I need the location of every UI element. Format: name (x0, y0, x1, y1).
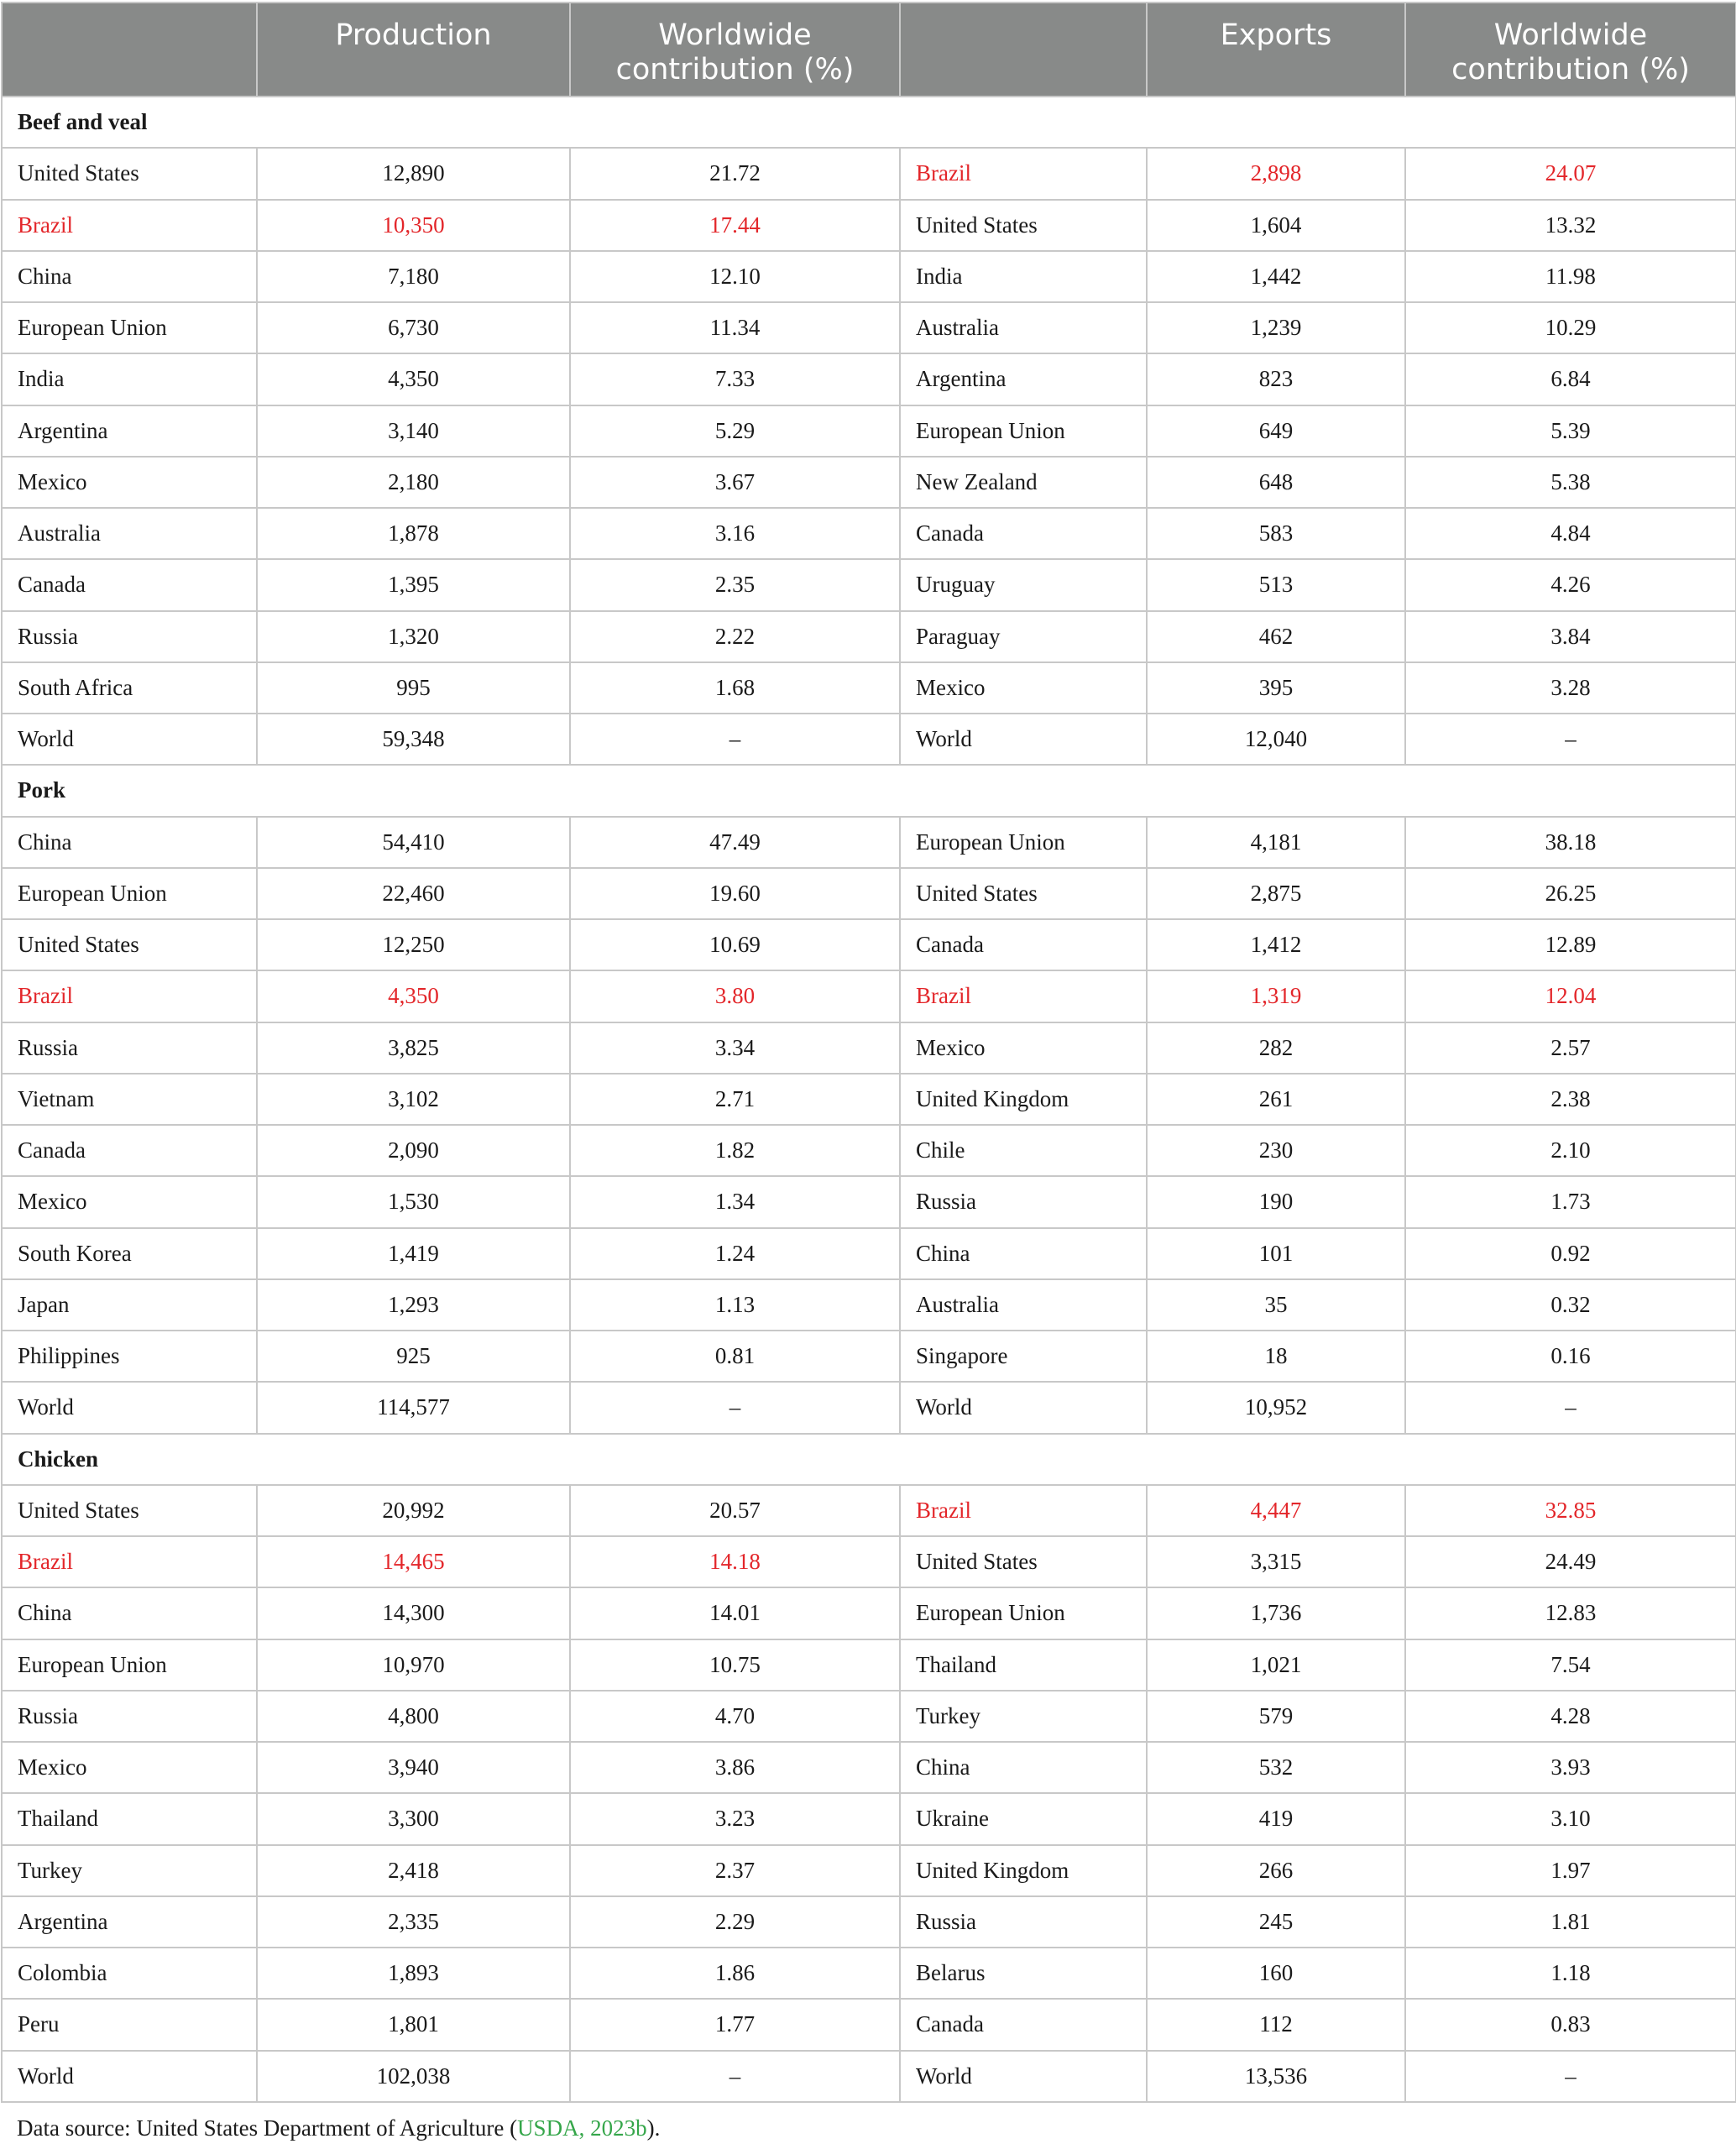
production-value-cell: 1,801 (257, 1999, 570, 2050)
table-row (2, 148, 1736, 199)
exports-country-cell: World (900, 714, 1147, 765)
production-contribution-cell: 21.72 (570, 148, 900, 199)
table-row (2, 1999, 1736, 2050)
production-contribution-cell: 3.86 (570, 1742, 900, 1793)
production-contribution-cell: 5.29 (570, 405, 900, 457)
production-contribution-cell: 7.33 (570, 353, 900, 405)
production-country-cell: China (2, 251, 257, 302)
exports-value-cell: 1,412 (1147, 919, 1405, 970)
exports-value-cell: 4,181 (1147, 817, 1405, 868)
production-contribution-cell: 1.86 (570, 1948, 900, 1999)
production-value-cell: 22,460 (257, 868, 570, 919)
exports-value-cell: 18 (1147, 1331, 1405, 1382)
exports-country-cell: Brazil (900, 1485, 1147, 1536)
exports-value-cell: 649 (1147, 405, 1405, 457)
exports-value-cell: 1,442 (1147, 251, 1405, 302)
production-country-cell: South Africa (2, 662, 257, 714)
table-row (2, 251, 1736, 302)
production-country-cell: Australia (2, 508, 257, 559)
exports-value-cell: 35 (1147, 1279, 1405, 1331)
source-prefix: Data source: United States Department of Agriculture ( (17, 2115, 518, 2141)
table-row (2, 1485, 1736, 1536)
exports-contribution-cell: 4.26 (1405, 559, 1736, 610)
production-value-cell: 14,465 (257, 1536, 570, 1587)
production-country-cell: European Union (2, 1639, 257, 1691)
exports-country-cell: United States (900, 868, 1147, 919)
section-header-row (2, 1434, 1736, 1485)
production-contribution-cell: 14.18 (570, 1536, 900, 1587)
production-value-cell: 3,940 (257, 1742, 570, 1793)
exports-contribution-cell: 1.81 (1405, 1896, 1736, 1948)
exports-country-cell: United Kingdom (900, 1074, 1147, 1125)
exports-value-cell: 1,736 (1147, 1587, 1405, 1639)
section-title: Chicken (2, 1434, 1736, 1485)
production-contribution-cell: – (570, 1382, 900, 1433)
production-contribution-cell: 20.57 (570, 1485, 900, 1536)
exports-country-cell: Mexico (900, 662, 1147, 714)
production-contribution-cell: 12.10 (570, 251, 900, 302)
exports-country-cell: Ukraine (900, 1793, 1147, 1844)
header-production-country (2, 3, 257, 97)
production-country-cell: European Union (2, 868, 257, 919)
production-value-cell: 54,410 (257, 817, 570, 868)
production-country-cell: Russia (2, 1022, 257, 1074)
production-contribution-cell: 2.71 (570, 1074, 900, 1125)
exports-country-cell: Australia (900, 302, 1147, 353)
production-country-cell: Brazil (2, 970, 257, 1022)
production-contribution-cell: 2.37 (570, 1845, 900, 1896)
exports-contribution-cell: 7.54 (1405, 1639, 1736, 1691)
table-row (2, 405, 1736, 457)
production-contribution-cell: 10.75 (570, 1639, 900, 1691)
production-country-cell: Vietnam (2, 1074, 257, 1125)
exports-country-cell: New Zealand (900, 457, 1147, 508)
exports-country-cell: India (900, 251, 1147, 302)
production-country-cell: Canada (2, 559, 257, 610)
exports-value-cell: 266 (1147, 1845, 1405, 1896)
table-row (2, 1691, 1736, 1742)
production-country-cell: World (2, 2051, 257, 2102)
production-country-cell: Brazil (2, 200, 257, 251)
production-value-cell: 7,180 (257, 251, 570, 302)
production-country-cell: United States (2, 919, 257, 970)
exports-contribution-cell: 5.39 (1405, 405, 1736, 457)
exports-contribution-cell: 2.10 (1405, 1125, 1736, 1176)
exports-value-cell: 395 (1147, 662, 1405, 714)
exports-value-cell: 13,536 (1147, 2051, 1405, 2102)
exports-value-cell: 579 (1147, 1691, 1405, 1742)
exports-value-cell: 1,239 (1147, 302, 1405, 353)
exports-contribution-cell: 3.84 (1405, 611, 1736, 662)
exports-contribution-cell: 26.25 (1405, 868, 1736, 919)
production-country-cell: European Union (2, 302, 257, 353)
production-contribution-cell: 10.69 (570, 919, 900, 970)
exports-contribution-cell: 0.83 (1405, 1999, 1736, 2050)
table-row (2, 1176, 1736, 1227)
production-value-cell: 2,180 (257, 457, 570, 508)
exports-country-cell: Turkey (900, 1691, 1147, 1742)
production-contribution-cell: 47.49 (570, 817, 900, 868)
production-contribution-cell: 1.24 (570, 1228, 900, 1279)
table-row (2, 353, 1736, 405)
exports-value-cell: 112 (1147, 1999, 1405, 2050)
exports-value-cell: 1,021 (1147, 1639, 1405, 1691)
meat-production-exports-table (1, 2, 1736, 2103)
table-body (2, 97, 1736, 2102)
table-row (2, 1022, 1736, 1074)
table-row (2, 200, 1736, 251)
exports-contribution-cell: 2.57 (1405, 1022, 1736, 1074)
production-value-cell: 2,335 (257, 1896, 570, 1948)
exports-contribution-cell: 0.32 (1405, 1279, 1736, 1331)
table-row (2, 1793, 1736, 1844)
production-value-cell: 1,893 (257, 1948, 570, 1999)
production-country-cell: Colombia (2, 1948, 257, 1999)
production-country-cell: Argentina (2, 1896, 257, 1948)
table-row (2, 611, 1736, 662)
exports-contribution-cell: 38.18 (1405, 817, 1736, 868)
exports-value-cell: 2,898 (1147, 148, 1405, 199)
exports-value-cell: 513 (1147, 559, 1405, 610)
exports-contribution-cell: 12.89 (1405, 919, 1736, 970)
table-row (2, 970, 1736, 1022)
exports-country-cell: Australia (900, 1279, 1147, 1331)
table-row (2, 1536, 1736, 1587)
exports-value-cell: 282 (1147, 1022, 1405, 1074)
exports-contribution-cell: – (1405, 2051, 1736, 2102)
production-value-cell: 3,140 (257, 405, 570, 457)
production-country-cell: Mexico (2, 1176, 257, 1227)
production-contribution-cell: 1.77 (570, 1999, 900, 2050)
production-contribution-cell: 1.13 (570, 1279, 900, 1331)
production-contribution-cell: 2.22 (570, 611, 900, 662)
table-row (2, 1228, 1736, 1279)
header-production-contribution: Worldwide contribution (%) (570, 3, 900, 97)
table-row (2, 2051, 1736, 2102)
exports-country-cell: European Union (900, 817, 1147, 868)
exports-contribution-cell: 13.32 (1405, 200, 1736, 251)
table-row (2, 559, 1736, 610)
table-row (2, 508, 1736, 559)
production-value-cell: 10,970 (257, 1639, 570, 1691)
production-value-cell: 6,730 (257, 302, 570, 353)
exports-country-cell: Canada (900, 919, 1147, 970)
exports-contribution-cell: 5.38 (1405, 457, 1736, 508)
production-contribution-cell: 3.23 (570, 1793, 900, 1844)
exports-value-cell: 160 (1147, 1948, 1405, 1999)
production-value-cell: 102,038 (257, 2051, 570, 2102)
header-production: Production (257, 3, 570, 97)
production-value-cell: 3,102 (257, 1074, 570, 1125)
exports-country-cell: Singapore (900, 1331, 1147, 1382)
header-exports: Exports (1147, 3, 1405, 97)
production-contribution-cell: 2.35 (570, 559, 900, 610)
production-value-cell: 114,577 (257, 1382, 570, 1433)
production-value-cell: 925 (257, 1331, 570, 1382)
table-row (2, 1948, 1736, 1999)
exports-country-cell: Chile (900, 1125, 1147, 1176)
exports-contribution-cell: 3.10 (1405, 1793, 1736, 1844)
exports-value-cell: 532 (1147, 1742, 1405, 1793)
production-country-cell: Philippines (2, 1331, 257, 1382)
section-header-row (2, 97, 1736, 148)
exports-contribution-cell: 4.28 (1405, 1691, 1736, 1742)
exports-country-cell: World (900, 2051, 1147, 2102)
exports-country-cell: United States (900, 200, 1147, 251)
exports-country-cell: Argentina (900, 353, 1147, 405)
exports-contribution-cell: 1.18 (1405, 1948, 1736, 1999)
production-country-cell: United States (2, 148, 257, 199)
exports-value-cell: 245 (1147, 1896, 1405, 1948)
header-exports-contribution: Worldwide contribution (%) (1405, 3, 1736, 97)
table-row (2, 1279, 1736, 1331)
exports-country-cell: Russia (900, 1896, 1147, 1948)
table-row (2, 662, 1736, 714)
exports-country-cell: China (900, 1742, 1147, 1793)
production-value-cell: 4,800 (257, 1691, 570, 1742)
exports-country-cell: European Union (900, 1587, 1147, 1639)
exports-country-cell: Brazil (900, 970, 1147, 1022)
table-row (2, 868, 1736, 919)
exports-country-cell: United States (900, 1536, 1147, 1587)
table-row (2, 1074, 1736, 1125)
table-row (2, 1742, 1736, 1793)
production-value-cell: 1,419 (257, 1228, 570, 1279)
section-title: Pork (2, 765, 1736, 816)
exports-contribution-cell: 4.84 (1405, 508, 1736, 559)
exports-contribution-cell: 2.38 (1405, 1074, 1736, 1125)
table-row (2, 457, 1736, 508)
exports-contribution-cell: 6.84 (1405, 353, 1736, 405)
exports-value-cell: 462 (1147, 611, 1405, 662)
table-row (2, 1639, 1736, 1691)
exports-value-cell: 190 (1147, 1176, 1405, 1227)
production-contribution-cell: 11.34 (570, 302, 900, 353)
production-country-cell: Russia (2, 611, 257, 662)
exports-contribution-cell: 11.98 (1405, 251, 1736, 302)
production-country-cell: Russia (2, 1691, 257, 1742)
production-contribution-cell: 1.82 (570, 1125, 900, 1176)
exports-country-cell: Paraguay (900, 611, 1147, 662)
production-country-cell: Peru (2, 1999, 257, 2050)
production-country-cell: Mexico (2, 457, 257, 508)
production-contribution-cell: 1.68 (570, 662, 900, 714)
exports-contribution-cell: 24.49 (1405, 1536, 1736, 1587)
exports-country-cell: Belarus (900, 1948, 1147, 1999)
production-country-cell: Turkey (2, 1845, 257, 1896)
production-contribution-cell: 19.60 (570, 868, 900, 919)
table-row (2, 817, 1736, 868)
production-contribution-cell: 3.16 (570, 508, 900, 559)
table-row (2, 919, 1736, 970)
table-row (2, 302, 1736, 353)
exports-contribution-cell: 3.28 (1405, 662, 1736, 714)
production-value-cell: 1,320 (257, 611, 570, 662)
exports-country-cell: Canada (900, 1999, 1147, 2050)
exports-contribution-cell: 0.16 (1405, 1331, 1736, 1382)
data-source-note (17, 2115, 660, 2141)
exports-contribution-cell: 3.93 (1405, 1742, 1736, 1793)
exports-contribution-cell: – (1405, 1382, 1736, 1433)
production-country-cell: Canada (2, 1125, 257, 1176)
table-row (2, 1587, 1736, 1639)
production-value-cell: 1,293 (257, 1279, 570, 1331)
exports-value-cell: 1,319 (1147, 970, 1405, 1022)
table-row (2, 1125, 1736, 1176)
exports-contribution-cell: 24.07 (1405, 148, 1736, 199)
production-country-cell: Brazil (2, 1536, 257, 1587)
exports-contribution-cell: 12.83 (1405, 1587, 1736, 1639)
production-country-cell: World (2, 1382, 257, 1433)
table-row (2, 714, 1736, 765)
header-row (2, 3, 1736, 97)
production-value-cell: 995 (257, 662, 570, 714)
production-contribution-cell: 1.34 (570, 1176, 900, 1227)
production-contribution-cell: 3.67 (570, 457, 900, 508)
production-value-cell: 20,992 (257, 1485, 570, 1536)
section-title: Beef and veal (2, 97, 1736, 148)
source-suffix: ). (646, 2115, 661, 2141)
production-value-cell: 12,890 (257, 148, 570, 199)
source-citation-link[interactable]: USDA, 2023b (517, 2115, 647, 2141)
exports-value-cell: 12,040 (1147, 714, 1405, 765)
production-country-cell: South Korea (2, 1228, 257, 1279)
production-country-cell: United States (2, 1485, 257, 1536)
exports-value-cell: 1,604 (1147, 200, 1405, 251)
exports-country-cell: Thailand (900, 1639, 1147, 1691)
exports-value-cell: 2,875 (1147, 868, 1405, 919)
exports-value-cell: 4,447 (1147, 1485, 1405, 1536)
production-contribution-cell: 3.34 (570, 1022, 900, 1074)
production-country-cell: India (2, 353, 257, 405)
production-contribution-cell: 14.01 (570, 1587, 900, 1639)
production-value-cell: 4,350 (257, 353, 570, 405)
exports-value-cell: 230 (1147, 1125, 1405, 1176)
exports-value-cell: 823 (1147, 353, 1405, 405)
exports-contribution-cell: 10.29 (1405, 302, 1736, 353)
exports-value-cell: 3,315 (1147, 1536, 1405, 1587)
production-country-cell: Japan (2, 1279, 257, 1331)
production-value-cell: 10,350 (257, 200, 570, 251)
production-value-cell: 1,530 (257, 1176, 570, 1227)
production-value-cell: 4,350 (257, 970, 570, 1022)
exports-country-cell: Canada (900, 508, 1147, 559)
production-contribution-cell: 0.81 (570, 1331, 900, 1382)
production-value-cell: 12,250 (257, 919, 570, 970)
production-contribution-cell: 3.80 (570, 970, 900, 1022)
exports-value-cell: 583 (1147, 508, 1405, 559)
exports-contribution-cell: 1.73 (1405, 1176, 1736, 1227)
table-row (2, 1382, 1736, 1433)
exports-country-cell: Uruguay (900, 559, 1147, 610)
exports-contribution-cell: 0.92 (1405, 1228, 1736, 1279)
exports-value-cell: 261 (1147, 1074, 1405, 1125)
exports-country-cell: United Kingdom (900, 1845, 1147, 1896)
production-country-cell: Argentina (2, 405, 257, 457)
production-value-cell: 1,878 (257, 508, 570, 559)
production-value-cell: 1,395 (257, 559, 570, 610)
production-value-cell: 14,300 (257, 1587, 570, 1639)
table-row (2, 1331, 1736, 1382)
production-contribution-cell: – (570, 714, 900, 765)
production-value-cell: 3,825 (257, 1022, 570, 1074)
exports-value-cell: 10,952 (1147, 1382, 1405, 1433)
exports-country-cell: Brazil (900, 148, 1147, 199)
production-value-cell: 2,418 (257, 1845, 570, 1896)
exports-contribution-cell: 1.97 (1405, 1845, 1736, 1896)
production-country-cell: Mexico (2, 1742, 257, 1793)
production-contribution-cell: 4.70 (570, 1691, 900, 1742)
exports-country-cell: Russia (900, 1176, 1147, 1227)
exports-contribution-cell: 32.85 (1405, 1485, 1736, 1536)
table-row (2, 1896, 1736, 1948)
production-contribution-cell: 2.29 (570, 1896, 900, 1948)
production-value-cell: 3,300 (257, 1793, 570, 1844)
exports-contribution-cell: 12.04 (1405, 970, 1736, 1022)
exports-value-cell: 101 (1147, 1228, 1405, 1279)
production-contribution-cell: – (570, 2051, 900, 2102)
header-exports-country (900, 3, 1147, 97)
exports-country-cell: European Union (900, 405, 1147, 457)
table-row (2, 1845, 1736, 1896)
section-header-row (2, 765, 1736, 816)
production-country-cell: World (2, 714, 257, 765)
production-value-cell: 2,090 (257, 1125, 570, 1176)
production-contribution-cell: 17.44 (570, 200, 900, 251)
table-header (2, 3, 1736, 97)
production-country-cell: China (2, 1587, 257, 1639)
exports-country-cell: World (900, 1382, 1147, 1433)
production-country-cell: China (2, 817, 257, 868)
exports-contribution-cell: – (1405, 714, 1736, 765)
exports-country-cell: Mexico (900, 1022, 1147, 1074)
production-country-cell: Thailand (2, 1793, 257, 1844)
exports-value-cell: 419 (1147, 1793, 1405, 1844)
production-value-cell: 59,348 (257, 714, 570, 765)
exports-value-cell: 648 (1147, 457, 1405, 508)
exports-country-cell: China (900, 1228, 1147, 1279)
